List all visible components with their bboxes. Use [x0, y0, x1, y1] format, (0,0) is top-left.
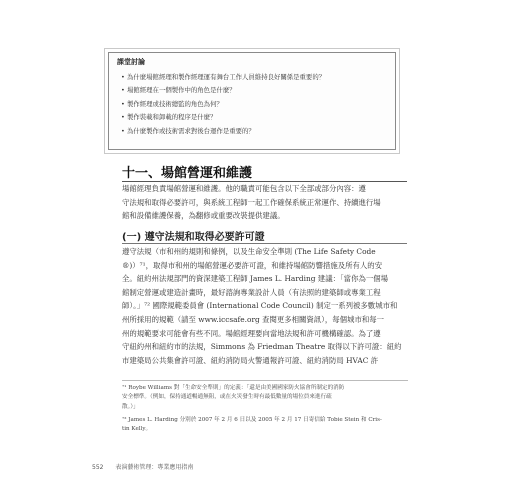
text-line: 場館經理負責場館營運和維護。他的職責可能包含以下全部或部分內容：遵: [122, 184, 366, 193]
discussion-item: • 製作裝載和卸載的程序是什麼？: [121, 111, 325, 124]
text-line: 館制定營運或建造計畫時，最好諮詢專業設計人員（有法照的建築師或專業工程: [122, 287, 381, 297]
footnote-line: 散。）」: [122, 403, 139, 410]
bullet-icon: •: [121, 113, 125, 122]
text-line: 師）。」⁷² 國際規範委員會 (International Code Council) 制定一系列被多數城市和: [122, 301, 398, 311]
bullet-icon: •: [121, 126, 125, 135]
footnote-divider: [122, 380, 408, 381]
section-intro: [122, 182, 408, 223]
footnote-line: ⁷² James L. Harding 分別於 2007 年 2 月 6 日以及 2005 年 2 月 17 日寄信給 Tobie Stein 和 Cris-: [122, 417, 382, 423]
section-heading: 十一、場館營運和維護: [122, 166, 253, 181]
discussion-list: [121, 71, 325, 138]
subsection-divider: [122, 243, 407, 244]
bullet-icon: •: [121, 73, 125, 81]
text-line: 全。紐約州法規部門的資深建築工程師 James L. Harding 建議：「當你為一個場: [122, 274, 389, 284]
page-footer: [92, 462, 193, 471]
discussion-item: • 製作經理或技術總監的角色為何？: [121, 98, 325, 111]
text-line: 守紐約州和紐約市的法規，Simmons 為 Friedman Theatre 取得以下許可證：紐約: [122, 342, 402, 352]
discussion-box: [108, 52, 396, 150]
text-line: 市建築局公共集會許可證、紐約消防局火警通報許可證、紐約消防局 HVAC 許: [122, 355, 379, 365]
text-line: ®)）⁷¹，取得市和州的場館營運必要許可證，和維持場館防響措施及所有人的安: [122, 260, 383, 270]
footnote-72: [122, 416, 408, 435]
discussion-item: • 為什麼場館經理和製作經理運有舞台工作人員維持良好關係是重要的？: [121, 71, 325, 84]
discussion-item: • 場館經理在一個製作中的角色是什麼？: [121, 84, 325, 97]
bullet-icon: •: [121, 99, 125, 108]
text-line: 遵守法規（市和州的規則和條例，以及生命安全準則 (The Life Safety Code: [122, 247, 376, 256]
footnote-71: [122, 384, 408, 412]
footnote-line: ⁷¹ Roybe Williams 對「生命安全準則」的定義：「還是由美國國家防火協會所制定的消防: [122, 385, 345, 391]
discussion-title: 課堂討論: [117, 58, 145, 66]
text-line: 守法規和取得必要許可，與系統工程師一起工作確保系統正常運作、持續進行場: [122, 197, 381, 207]
subsection-body: [122, 245, 408, 367]
footnote-line: 安全標準。（例如，保持通道暢通無阻，或在火災發生時有最低數量的場位員來進行疏: [122, 394, 332, 401]
subsection-heading: (一) 遵守法規和取得必要許可證: [122, 232, 265, 243]
text-line: 州所採用的規範（請至 www.iccsafe.org 查閱更多相關資訊），每個城市和每一: [122, 314, 385, 324]
text-line: 州的規範要求可能會有些不同。場館經理要向當地法規和許可機構確認。為了遵: [122, 328, 381, 338]
running-title: 表演藝術管理：專業應用指南: [115, 464, 194, 471]
text-line: 館和設備維護保養，為翻修或重要改裝提供建議。: [122, 211, 285, 221]
discussion-item: • 為什麼製作或技術需求對後台運作是重要的？: [121, 125, 325, 138]
footnote-line: tin Kelly。: [122, 426, 152, 433]
page-number: 552: [92, 464, 104, 471]
bullet-icon: •: [121, 86, 125, 95]
